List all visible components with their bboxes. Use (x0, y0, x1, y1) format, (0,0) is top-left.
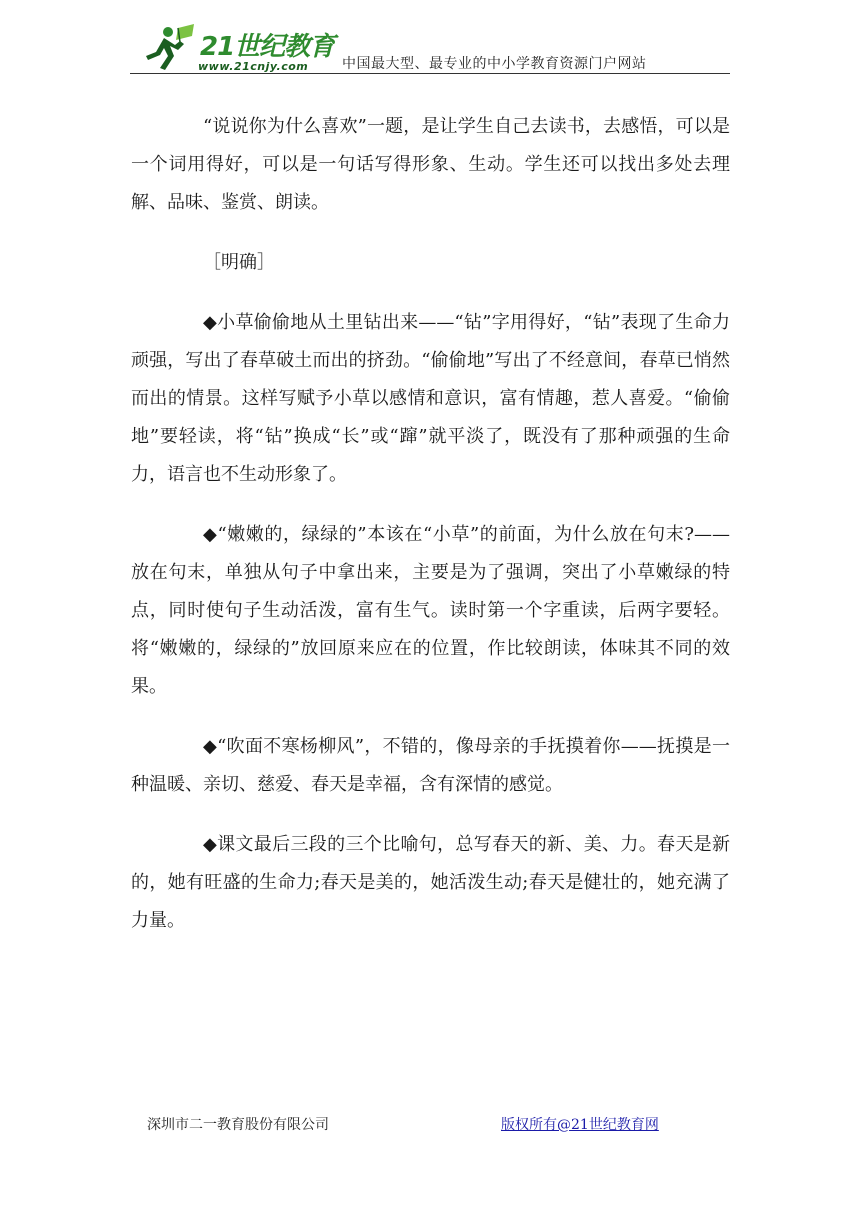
page-header (130, 22, 730, 76)
footer-copyright-link[interactable]: 版权所有@21世纪教育网 (501, 1117, 659, 1133)
document-body (131, 108, 730, 962)
site-logo[interactable] (134, 22, 334, 74)
bullet-paragraph-biyu: ◆课文最后三段的三个比喻句，总写春天的新、美、力。春天是新的，她有旺盛的生命力;春天是美的，她活泼生动;春天是健壮的，她充满了力量。 (131, 834, 730, 931)
logo-url: www.21cnjy.com (198, 60, 309, 73)
header-divider (130, 73, 730, 74)
footer-company: 深圳市二一教育股份有限公司 (147, 1117, 329, 1133)
bullet-paragraph-chuimian: ◆“吹面不寒杨柳风”，不错的，像母亲的手抚摸着你——抚摸是一种温暖、亲切、慈爱、春天是幸福，含有深情的感觉。 (131, 736, 730, 795)
bullet-paragraph-zuan: ◆小草偷偷地从土里钻出来——“钻”字用得好，“钻”表现了生命力顽强，写出了春草破土而出的挤劲。“偷偷地”写出了不经意间，春草已悄然而出的情景。这样写赋予小草以感情和意识，富有情趣，惹人喜爱。“偷偷地”要轻读，将“钻”换成“长”或“蹿”就平淡了，既没有了那种顽强的生命力，语言也不生动形象了。 (131, 312, 730, 485)
logo-text: 21世纪教育 (200, 32, 335, 62)
answer-heading: ［明确］ (203, 252, 275, 273)
intro-paragraph: “说说你为什么喜欢”一题，是让学生自己去读书，去感悟，可以是一个词用得好，可以是一句话写得形象、生动。学生还可以找出多处去理解、品味、鉴赏、朗读。 (131, 116, 730, 213)
header-slogan: 中国最大型、最专业的中小学教育资源门户网站 (342, 56, 647, 72)
bullet-paragraph-nennen: ◆“嫩嫩的，绿绿的”本该在“小草”的前面，为什么放在句末?——放在句末，单独从句子中拿出来，主要是为了强调，突出了小草嫩绿的特点，同时使句子生动活泼，富有生气。读时第一个字重读，后两字要轻。将“嫩嫩的，绿绿的”放回原来应在的位置，作比较朗读，体味其不同的效果。 (131, 524, 730, 697)
